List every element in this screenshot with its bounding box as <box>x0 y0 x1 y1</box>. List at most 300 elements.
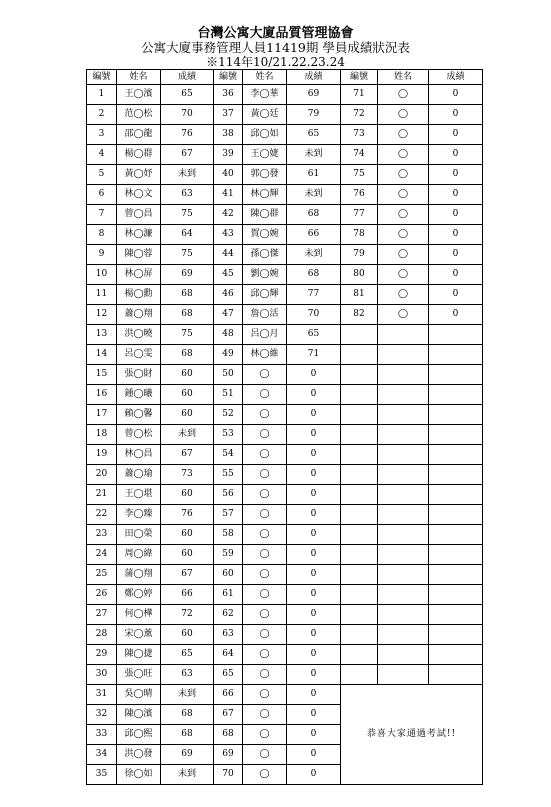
cell-name: 林◯維 <box>243 345 287 365</box>
cell-name: 鍾◯曦 <box>117 385 161 405</box>
cell-name: 詹◯活 <box>243 305 287 325</box>
cell-name: 張◯旺 <box>117 665 161 685</box>
cell-name: 林◯屏 <box>117 265 161 285</box>
empty-cell <box>341 625 378 645</box>
cell-name: ◯ <box>378 305 429 325</box>
cell-id: 55 <box>214 465 243 485</box>
cell-id: 53 <box>214 425 243 445</box>
cell-id: 78 <box>341 225 378 245</box>
table-row <box>87 345 483 365</box>
table-row <box>87 565 483 585</box>
cell-id: 16 <box>87 385 117 405</box>
cell-id: 35 <box>87 765 117 785</box>
table-row <box>87 445 483 465</box>
cell-score: 65 <box>161 645 214 665</box>
cell-score: 未到 <box>161 165 214 185</box>
empty-cell <box>341 345 378 365</box>
col-header-score: 成績 <box>287 70 341 85</box>
table-row <box>87 85 483 105</box>
cell-score: 0 <box>287 605 341 625</box>
cell-name: ◯ <box>243 505 287 525</box>
cell-name: 陳◯群 <box>243 205 287 225</box>
congrats-message: 恭喜大家通過考試!! <box>341 685 483 785</box>
table-row <box>87 165 483 185</box>
cell-name: 曾◯昌 <box>117 205 161 225</box>
cell-score: 70 <box>287 305 341 325</box>
cell-score: 0 <box>287 365 341 385</box>
cell-score: 0 <box>429 185 483 205</box>
empty-cell <box>429 465 483 485</box>
cell-score: 0 <box>429 285 483 305</box>
cell-name: 李◯臻 <box>117 505 161 525</box>
cell-name: 賴◯馨 <box>117 405 161 425</box>
cell-name: 宋◯薰 <box>117 625 161 645</box>
cell-score: 71 <box>287 345 341 365</box>
cell-id: 14 <box>87 345 117 365</box>
empty-cell <box>341 385 378 405</box>
cell-score: 68 <box>161 345 214 365</box>
cell-score: 0 <box>287 525 341 545</box>
empty-cell <box>341 645 378 665</box>
empty-cell <box>429 425 483 445</box>
cell-name: 吳◯晴 <box>117 685 161 705</box>
cell-name: ◯ <box>243 485 287 505</box>
cell-score: 0 <box>287 545 341 565</box>
empty-cell <box>378 605 429 625</box>
cell-score: 68 <box>161 725 214 745</box>
cell-id: 47 <box>214 305 243 325</box>
cell-score: 76 <box>161 125 214 145</box>
cell-score: 66 <box>161 585 214 605</box>
table-row <box>87 365 483 385</box>
cell-score: 未到 <box>161 425 214 445</box>
cell-id: 1 <box>87 85 117 105</box>
empty-cell <box>429 365 483 385</box>
cell-score: 0 <box>287 645 341 665</box>
cell-score: 66 <box>287 225 341 245</box>
cell-score: 60 <box>161 405 214 425</box>
cell-score: 79 <box>287 105 341 125</box>
empty-cell <box>341 365 378 385</box>
cell-id: 46 <box>214 285 243 305</box>
cell-id: 77 <box>341 205 378 225</box>
empty-cell <box>429 545 483 565</box>
empty-cell <box>378 545 429 565</box>
cell-name: 田◯榮 <box>117 525 161 545</box>
cell-id: 81 <box>341 285 378 305</box>
cell-name: 黃◯妤 <box>117 165 161 185</box>
table-row <box>87 525 483 545</box>
cell-id: 79 <box>341 245 378 265</box>
cell-score: 77 <box>287 285 341 305</box>
cell-name: ◯ <box>378 185 429 205</box>
cell-score: 0 <box>287 485 341 505</box>
empty-cell <box>378 665 429 685</box>
cell-id: 44 <box>214 245 243 265</box>
cell-id: 52 <box>214 405 243 425</box>
table-row <box>87 125 483 145</box>
table-row <box>87 665 483 685</box>
cell-score: 64 <box>161 225 214 245</box>
cell-score: 73 <box>161 465 214 485</box>
empty-cell <box>429 565 483 585</box>
cell-score: 76 <box>161 505 214 525</box>
table-row <box>87 225 483 245</box>
cell-name: 林◯昌 <box>117 445 161 465</box>
cell-name: 陳◯捷 <box>117 645 161 665</box>
cell-name: ◯ <box>243 585 287 605</box>
empty-cell <box>341 505 378 525</box>
cell-name: 呂◯雯 <box>117 345 161 365</box>
cell-score: 0 <box>287 565 341 585</box>
cell-id: 11 <box>87 285 117 305</box>
cell-score: 0 <box>287 425 341 445</box>
cell-name: 林◯文 <box>117 185 161 205</box>
cell-score: 68 <box>287 205 341 225</box>
cell-id: 15 <box>87 365 117 385</box>
cell-name: 賀◯婉 <box>243 225 287 245</box>
cell-name: 范◯松 <box>117 105 161 125</box>
cell-score: 69 <box>287 85 341 105</box>
cell-id: 66 <box>214 685 243 705</box>
cell-id: 68 <box>214 725 243 745</box>
empty-cell <box>341 545 378 565</box>
cell-name: ◯ <box>243 605 287 625</box>
col-header-name: 姓名 <box>378 70 429 85</box>
empty-cell <box>378 565 429 585</box>
empty-cell <box>378 325 429 345</box>
cell-id: 54 <box>214 445 243 465</box>
cell-id: 64 <box>214 645 243 665</box>
empty-cell <box>378 425 429 445</box>
empty-cell <box>341 485 378 505</box>
cell-name: ◯ <box>378 85 429 105</box>
cell-name: 林◯輝 <box>243 185 287 205</box>
cell-id: 36 <box>214 85 243 105</box>
sheet-subtitle: 公寓大廈事務管理人員11419期 學員成績狀況表 <box>141 40 410 55</box>
cell-id: 57 <box>214 505 243 525</box>
empty-cell <box>341 445 378 465</box>
empty-cell <box>378 465 429 485</box>
empty-cell <box>341 605 378 625</box>
cell-score: 63 <box>161 185 214 205</box>
cell-name: 邵◯龍 <box>117 125 161 145</box>
cell-id: 80 <box>341 265 378 285</box>
empty-cell <box>378 385 429 405</box>
cell-id: 49 <box>214 345 243 365</box>
cell-score: 65 <box>287 125 341 145</box>
table-row <box>87 545 483 565</box>
cell-name: 周◯緯 <box>117 545 161 565</box>
cell-score: 0 <box>287 705 341 725</box>
cell-score: 60 <box>161 525 214 545</box>
cell-score: 67 <box>161 445 214 465</box>
empty-cell <box>378 645 429 665</box>
cell-score: 60 <box>161 365 214 385</box>
cell-score: 0 <box>429 305 483 325</box>
empty-cell <box>429 645 483 665</box>
col-header-score: 成績 <box>161 70 214 85</box>
empty-cell <box>341 525 378 545</box>
cell-name: ◯ <box>243 385 287 405</box>
cell-name: 黃◯廷 <box>243 105 287 125</box>
cell-id: 28 <box>87 625 117 645</box>
cell-score: 未到 <box>161 765 214 785</box>
table-row <box>87 425 483 445</box>
cell-name: 蕭◯瑜 <box>117 465 161 485</box>
cell-score: 0 <box>287 405 341 425</box>
cell-name: ◯ <box>378 105 429 125</box>
cell-id: 5 <box>87 165 117 185</box>
cell-id: 69 <box>214 745 243 765</box>
table-row <box>87 405 483 425</box>
cell-name: 何◯樺 <box>117 605 161 625</box>
cell-name: 蒲◯翔 <box>117 565 161 585</box>
cell-name: ◯ <box>243 725 287 745</box>
table-row <box>87 185 483 205</box>
table-row <box>87 325 483 345</box>
cell-name: 呂◯月 <box>243 325 287 345</box>
cell-id: 24 <box>87 545 117 565</box>
cell-name: ◯ <box>243 765 287 785</box>
cell-score: 75 <box>161 245 214 265</box>
cell-score: 67 <box>161 145 214 165</box>
org-title: 台灣公寓大廈品質管理協會 <box>197 26 354 41</box>
cell-score: 65 <box>161 85 214 105</box>
cell-id: 65 <box>214 665 243 685</box>
cell-id: 42 <box>214 205 243 225</box>
cell-score: 72 <box>161 605 214 625</box>
cell-id: 32 <box>87 705 117 725</box>
cell-id: 29 <box>87 645 117 665</box>
cell-id: 7 <box>87 205 117 225</box>
empty-cell <box>378 525 429 545</box>
cell-id: 9 <box>87 245 117 265</box>
table-row <box>87 245 483 265</box>
col-header-name: 姓名 <box>243 70 287 85</box>
empty-cell <box>429 625 483 645</box>
cell-score: 0 <box>429 125 483 145</box>
score-table <box>86 69 483 785</box>
empty-cell <box>429 345 483 365</box>
cell-name: 蕭◯翔 <box>117 305 161 325</box>
cell-name: 楊◯群 <box>117 145 161 165</box>
exam-dates: ※114年10/21.22.23.24 <box>206 55 345 69</box>
cell-id: 59 <box>214 545 243 565</box>
cell-name: 邱◯輝 <box>243 285 287 305</box>
cell-score: 0 <box>429 105 483 125</box>
cell-name: 洪◯曉 <box>117 325 161 345</box>
table-row <box>87 105 483 125</box>
cell-id: 67 <box>214 705 243 725</box>
table-row <box>87 285 483 305</box>
empty-cell <box>429 485 483 505</box>
cell-score: 0 <box>429 145 483 165</box>
empty-cell <box>341 325 378 345</box>
cell-id: 63 <box>214 625 243 645</box>
col-header-id: 編號 <box>214 70 243 85</box>
table-row <box>87 265 483 285</box>
cell-id: 71 <box>341 85 378 105</box>
table-row <box>87 685 483 705</box>
cell-score: 0 <box>287 745 341 765</box>
cell-id: 50 <box>214 365 243 385</box>
cell-id: 61 <box>214 585 243 605</box>
empty-cell <box>429 445 483 465</box>
cell-id: 74 <box>341 145 378 165</box>
table-row <box>87 465 483 485</box>
cell-id: 2 <box>87 105 117 125</box>
cell-name: ◯ <box>243 645 287 665</box>
cell-id: 76 <box>341 185 378 205</box>
cell-name: 孫◯傑 <box>243 245 287 265</box>
cell-score: 68 <box>287 265 341 285</box>
empty-cell <box>378 365 429 385</box>
cell-id: 30 <box>87 665 117 685</box>
cell-name: 洪◯發 <box>117 745 161 765</box>
cell-score: 0 <box>287 765 341 785</box>
cell-id: 12 <box>87 305 117 325</box>
table-row <box>87 585 483 605</box>
cell-id: 70 <box>214 765 243 785</box>
cell-id: 75 <box>341 165 378 185</box>
cell-score: 60 <box>161 545 214 565</box>
empty-cell <box>429 405 483 425</box>
cell-name: 王◯濱 <box>117 85 161 105</box>
cell-name: 邱◯如 <box>243 125 287 145</box>
table-row <box>87 205 483 225</box>
cell-name: ◯ <box>243 525 287 545</box>
cell-name: 楊◯勳 <box>117 285 161 305</box>
cell-id: 43 <box>214 225 243 245</box>
cell-id: 6 <box>87 185 117 205</box>
cell-id: 19 <box>87 445 117 465</box>
cell-score: 60 <box>161 625 214 645</box>
cell-score: 0 <box>287 585 341 605</box>
cell-score: 68 <box>161 305 214 325</box>
table-row <box>87 485 483 505</box>
table-row <box>87 145 483 165</box>
cell-name: 王◯婕 <box>243 145 287 165</box>
cell-name: ◯ <box>243 365 287 385</box>
empty-cell <box>341 565 378 585</box>
table-row <box>87 505 483 525</box>
empty-cell <box>429 605 483 625</box>
cell-id: 27 <box>87 605 117 625</box>
cell-id: 23 <box>87 525 117 545</box>
cell-name: ◯ <box>378 285 429 305</box>
table-row <box>87 645 483 665</box>
empty-cell <box>378 445 429 465</box>
cell-name: ◯ <box>378 145 429 165</box>
empty-cell <box>429 505 483 525</box>
cell-score: 75 <box>161 205 214 225</box>
cell-name: 張◯財 <box>117 365 161 385</box>
cell-name: 曾◯松 <box>117 425 161 445</box>
cell-score: 0 <box>287 465 341 485</box>
cell-id: 45 <box>214 265 243 285</box>
cell-id: 39 <box>214 145 243 165</box>
cell-score: 75 <box>161 325 214 345</box>
cell-score: 61 <box>287 165 341 185</box>
col-header-id: 編號 <box>87 70 117 85</box>
cell-name: ◯ <box>243 705 287 725</box>
cell-id: 58 <box>214 525 243 545</box>
cell-id: 26 <box>87 585 117 605</box>
cell-score: 0 <box>287 685 341 705</box>
col-header-id: 編號 <box>341 70 378 85</box>
cell-id: 37 <box>214 105 243 125</box>
cell-name: 邱◯熙 <box>117 725 161 745</box>
cell-name: 郭◯發 <box>243 165 287 185</box>
cell-score: 0 <box>287 725 341 745</box>
table-row <box>87 625 483 645</box>
cell-name: ◯ <box>243 625 287 645</box>
cell-score: 67 <box>161 565 214 585</box>
cell-name: 王◯堪 <box>117 485 161 505</box>
cell-id: 38 <box>214 125 243 145</box>
cell-score: 70 <box>161 105 214 125</box>
cell-id: 13 <box>87 325 117 345</box>
empty-cell <box>378 585 429 605</box>
cell-score: 未到 <box>161 685 214 705</box>
cell-id: 34 <box>87 745 117 765</box>
cell-name: ◯ <box>378 165 429 185</box>
cell-name: ◯ <box>243 685 287 705</box>
cell-score: 60 <box>161 485 214 505</box>
cell-score: 68 <box>161 705 214 725</box>
empty-cell <box>378 405 429 425</box>
cell-id: 56 <box>214 485 243 505</box>
cell-score: 0 <box>429 205 483 225</box>
col-header-score: 成績 <box>429 70 483 85</box>
cell-id: 62 <box>214 605 243 625</box>
empty-cell <box>341 465 378 485</box>
empty-cell <box>341 425 378 445</box>
empty-cell <box>429 385 483 405</box>
cell-name: ◯ <box>243 445 287 465</box>
cell-score: 未到 <box>287 185 341 205</box>
cell-id: 18 <box>87 425 117 445</box>
header-row <box>87 70 483 85</box>
cell-id: 31 <box>87 685 117 705</box>
cell-score: 0 <box>287 665 341 685</box>
cell-id: 17 <box>87 405 117 425</box>
table-row <box>87 385 483 405</box>
empty-cell <box>378 485 429 505</box>
cell-score: 未到 <box>287 245 341 265</box>
cell-name: ◯ <box>378 125 429 145</box>
cell-name: 陳◯蓉 <box>117 245 161 265</box>
cell-name: ◯ <box>378 225 429 245</box>
cell-score: 0 <box>429 85 483 105</box>
cell-id: 3 <box>87 125 117 145</box>
empty-cell <box>429 525 483 545</box>
cell-name: ◯ <box>378 265 429 285</box>
cell-score: 60 <box>161 385 214 405</box>
cell-id: 21 <box>87 485 117 505</box>
empty-cell <box>378 345 429 365</box>
cell-id: 22 <box>87 505 117 525</box>
empty-cell <box>341 585 378 605</box>
cell-name: 徐◯如 <box>117 765 161 785</box>
table-row <box>87 305 483 325</box>
cell-score: 0 <box>287 385 341 405</box>
cell-name: ◯ <box>243 565 287 585</box>
cell-score: 0 <box>287 505 341 525</box>
cell-name: 鄭◯婷 <box>117 585 161 605</box>
cell-id: 4 <box>87 145 117 165</box>
